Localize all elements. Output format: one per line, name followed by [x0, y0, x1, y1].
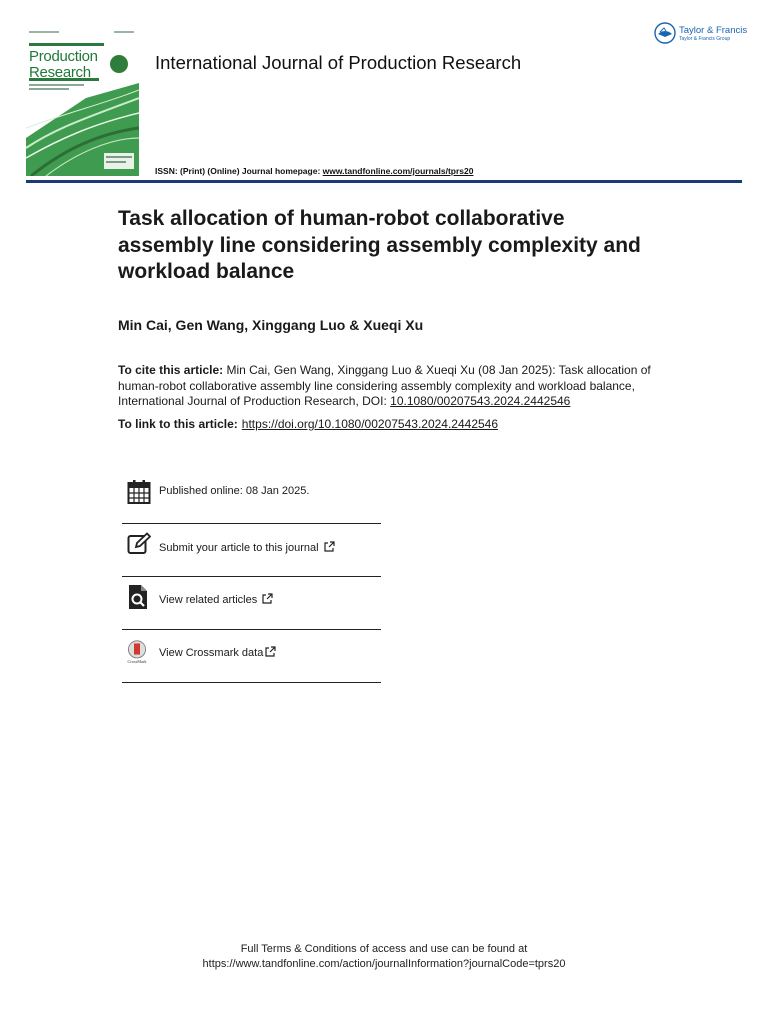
published-online-label: Published online: 08 Jan 2025. — [159, 485, 310, 497]
related-articles-link[interactable] — [122, 583, 381, 633]
issn-line — [155, 166, 473, 176]
crossmark-text: View Crossmark data — [159, 647, 264, 659]
edit-icon — [127, 531, 151, 557]
crossmark-label[interactable] — [159, 646, 276, 659]
publisher-logo-icon — [654, 22, 676, 44]
article-url-link[interactable]: https://doi.org/10.1080/00207543.2024.2442546 — [241, 417, 499, 431]
submit-article-label[interactable] — [159, 541, 335, 554]
action-divider — [122, 523, 381, 524]
footer-terms: Full Terms & Conditions of access and use can be found at — [240, 943, 528, 955]
submit-article-text: Submit your article to this journal — [159, 542, 319, 554]
crossmark-link[interactable] — [122, 636, 381, 686]
document-search-icon — [127, 584, 151, 610]
journal-title: International Journal of Production Research — [155, 52, 522, 73]
external-link-icon — [324, 541, 335, 552]
action-divider — [122, 682, 381, 683]
citation-label: To cite this article: — [118, 363, 224, 377]
footer — [0, 942, 768, 972]
external-link-icon — [265, 646, 276, 657]
publisher-name: Taylor & Francis — [679, 25, 748, 36]
crossmark-icon — [125, 639, 149, 665]
cover-title-line2: Research — [29, 64, 91, 81]
cover-title-line1: Production — [29, 48, 98, 65]
issn-text: ISSN: (Print) (Online) Journal homepage: — [155, 166, 323, 176]
header-divider — [26, 180, 742, 183]
action-divider — [122, 629, 381, 630]
submit-article-link[interactable] — [122, 530, 381, 580]
article-link-line — [118, 417, 498, 431]
citation-text: Min Cai, Gen Wang, Xinggang Luo & Xueqi Xu (08 Jan 2025): Task allocation of human-robot collaborative assembly line considering assembly complexity and workload balance, International Journal of Production Research, DOI: — [118, 363, 651, 408]
related-articles-text: View related articles — [159, 594, 258, 606]
action-divider — [122, 576, 381, 577]
article-authors: Min Cai, Gen Wang, Xinggang Luo & Xueqi Xu — [118, 317, 424, 333]
link-label: To link to this article: — [118, 417, 238, 431]
published-online-row — [122, 476, 381, 526]
publisher-logo — [654, 22, 746, 46]
calendar-icon — [127, 479, 151, 505]
doi-link[interactable]: 10.1080/00207543.2024.2442546 — [390, 394, 571, 408]
publisher-subname: Taylor & Francis Group — [679, 36, 731, 42]
crossmark-caption: CrossMark — [127, 659, 147, 665]
related-articles-label[interactable] — [159, 593, 273, 606]
citation-block — [118, 363, 653, 410]
journal-homepage-link[interactable]: www.tandfonline.com/journals/tprs20 — [322, 166, 474, 176]
journal-cover-image — [26, 28, 139, 176]
external-link-icon — [262, 593, 273, 604]
article-title: Task allocation of human-robot collaborative assembly line considering assembly complexity and workload balance — [118, 207, 641, 283]
footer-terms-url[interactable]: https://www.tandfonline.com/action/journalInformation?journalCode=tprs20 — [202, 958, 566, 970]
